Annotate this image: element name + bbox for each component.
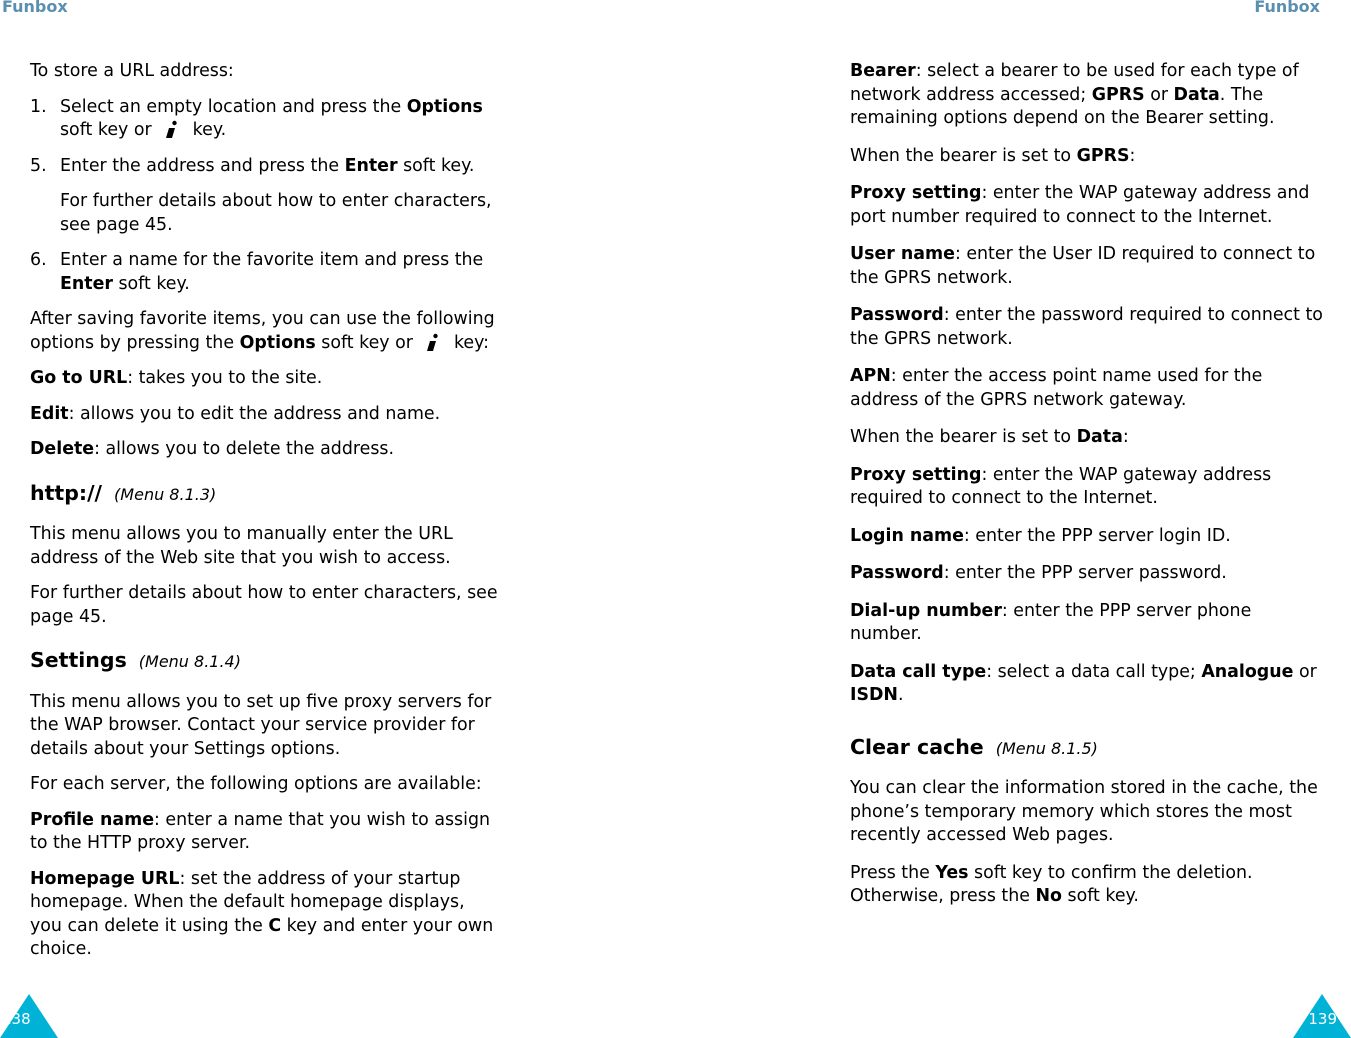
settings-paragraph-2: For each server, the following options are available: <box>30 774 482 794</box>
option-apn: APN: enter the access point name used for the address of the GPRS network gateway. <box>850 366 1263 410</box>
intro-text: To store a URL address: <box>30 61 234 81</box>
section-heading-clear-cache: Clear cache (Menu 8.1.5) <box>850 734 1098 759</box>
step-5-note: For further details about how to enter characters, see page 45. <box>60 191 492 235</box>
option-dial-up-number: Dial-up number: enter the PPP server phone number. <box>850 600 1252 644</box>
running-header-left: Funbox <box>2 0 68 16</box>
option-password-gprs: Password: enter the password required to connect to the GPRS network. <box>850 305 1323 349</box>
option-go-to-url: Go to URL: takes you to the site. <box>30 368 323 388</box>
gprs-bearer-intro: When the bearer is set to GPRS: <box>850 145 1136 166</box>
http-paragraph-1: This menu allows you to manually enter the URL address of the Web site that you wish to access. <box>30 524 453 568</box>
option-password-data: Password: enter the PPP server password. <box>850 563 1227 583</box>
cache-paragraph-1: You can clear the information stored in the cache, the phone’s temporary memory which stores the most recently accessed Web pages. <box>850 778 1318 845</box>
page-number-right: 139 <box>1308 1010 1337 1028</box>
options-intro: After saving favorite items, you can use the following options by pressing the Options soft key or key: <box>30 309 495 353</box>
running-header-right: Funbox <box>1254 0 1320 16</box>
left-page <box>30 60 502 962</box>
option-bearer: Bearer: select a bearer to be used for each type of network address accessed; GPRS or Data. The remaining options depend on the Bearer setting. <box>850 61 1299 128</box>
option-edit: Edit: allows you to edit the address and name. <box>30 403 441 424</box>
right-page <box>850 60 1324 909</box>
option-delete: Delete: allows you to delete the address. <box>30 439 394 459</box>
section-heading-http: http:// (Menu 8.1.3) <box>30 480 217 505</box>
option-homepage-url: Homepage URL: set the address of your startup homepage. When the default homepage displays, you can delete it using the C key and enter your own choice. <box>30 868 494 959</box>
option-login-name: Login name: enter the PPP server login ID. <box>850 525 1231 546</box>
option-proxy-setting-gprs: Proxy setting: enter the WAP gateway address and port number required to connect to the Internet. <box>850 183 1310 227</box>
option-user-name: User name: enter the User ID required to connect to the GPRS network. <box>850 244 1316 288</box>
option-proxy-setting-data: Proxy setting: enter the WAP gateway address required to connect to the Internet. <box>850 464 1272 508</box>
info-i-icon <box>161 119 183 139</box>
settings-paragraph-1: This menu allows you to set up five proxy servers for the WAP browser. Contact your service provider for details about your Settings options. <box>30 691 492 759</box>
option-profile-name: Profile name: enter a name that you wish to assign to the HTTP proxy server. <box>30 809 490 853</box>
step-5: 5. Enter the address and press the Enter soft key. <box>30 155 475 176</box>
step-1: 1. Select an empty location and press the Options soft key or key. <box>30 96 483 140</box>
data-bearer-intro: When the bearer is set to Data: <box>850 427 1129 447</box>
option-data-call-type: Data call type: select a data call type; Analogue or ISDN. <box>850 661 1317 705</box>
cache-paragraph-2: Press the Yes soft key to confirm the deletion. Otherwise, press the No soft key. <box>850 862 1253 906</box>
http-paragraph-2: For further details about how to enter characters, see page 45. <box>30 583 498 627</box>
info-i-icon <box>422 332 444 352</box>
section-heading-settings: Settings (Menu 8.1.4) <box>30 648 241 672</box>
page-number-left: 138 <box>2 1010 31 1028</box>
step-6: 6. Enter a name for the favorite item and press the Enter soft key. <box>30 250 484 294</box>
